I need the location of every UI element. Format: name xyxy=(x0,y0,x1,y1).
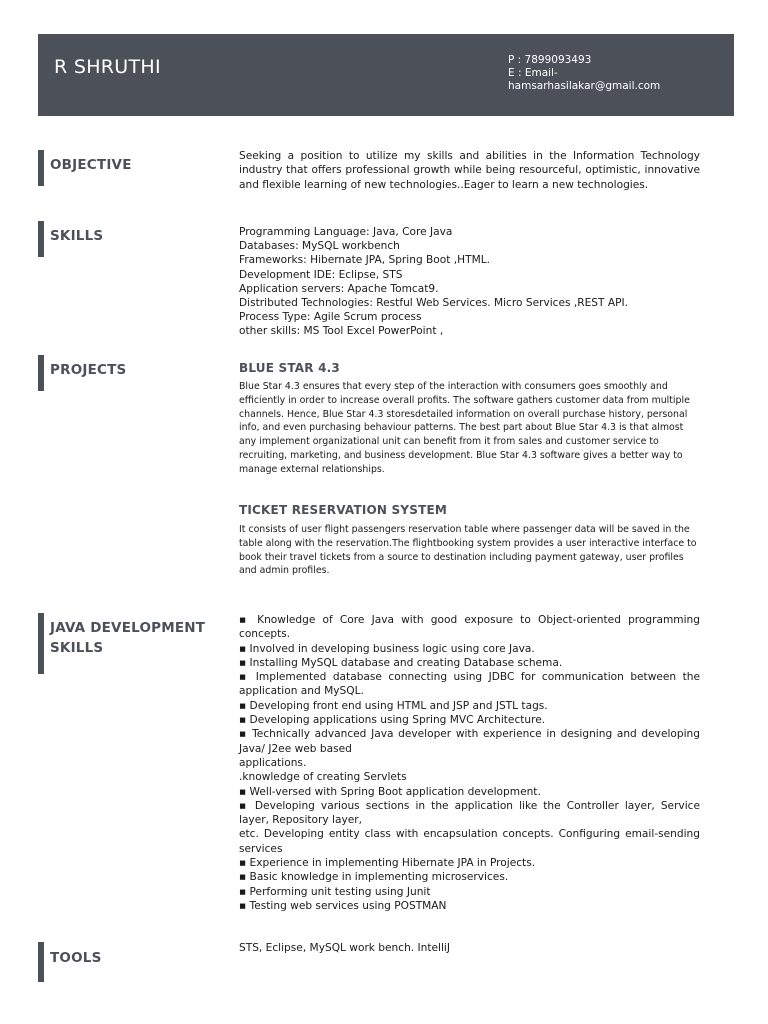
java-skill-item: ▪ Involved in developing business logic using core Java. xyxy=(239,642,535,655)
java-skill-item: ▪ Developing applications using Spring MVC Architecture. xyxy=(239,714,546,727)
project-line: manage external relationships. xyxy=(239,463,385,475)
skills-line: Process Type: Agile Scrum process xyxy=(239,311,422,324)
java-skill-item: ▪ Testing web services using POSTMAN xyxy=(239,899,447,912)
tools-text: STS, Eclipse, MySQL work bench. IntelliJ xyxy=(239,942,450,954)
phone-text: P : 7899093493 xyxy=(508,54,592,66)
project-description xyxy=(239,523,721,578)
skills-line: Development IDE: Eclipse, STS xyxy=(239,268,403,281)
project-line: efficiently in order to increase overall profits. The software gathers customer data from multiple xyxy=(239,394,690,406)
java-title-line: SKILLS xyxy=(50,640,104,656)
section-title-projects: PROJECTS xyxy=(38,355,126,391)
project-line: info, and even purchasing behaviour patterns. The best part about Blue Star 4.3 is that almost xyxy=(239,422,684,434)
project-line: any implement organizational unit can benefit from it from sales and customer service to xyxy=(239,436,659,448)
project-line: and admin profiles. xyxy=(239,565,330,577)
project-line: channels. Hence, Blue Star 4.3 storesdetailed information on overall purchase history, personal xyxy=(239,408,688,420)
java-skill-item: ▪ Developing front end using HTML and JSP and JSTL tags. xyxy=(239,699,548,712)
project-description xyxy=(239,380,721,477)
skills-line: Frameworks: Hibernate JPA, Spring Boot ,HTML. xyxy=(239,254,491,267)
skills-line: other skills: MS Tool Excel PowerPoint , xyxy=(239,325,444,338)
skills-line: Application servers: Apache Tomcat9. xyxy=(239,282,439,295)
java-skills-list xyxy=(239,613,700,913)
java-skill-item: .knowledge of creating Servlets xyxy=(239,771,407,784)
section-title-java-development-skills xyxy=(38,613,205,674)
java-skill-item: etc. Developing entity class with encapsulation concepts. Configuring email-sending services xyxy=(239,828,700,855)
java-skill-item: ▪ Developing various sections in the application like the Controller layer, Service layer, Repository layer, xyxy=(239,799,700,827)
project-line: table along with the reservation.The flightbooking system provides a user interactive interface to xyxy=(239,537,697,549)
java-skill-item: ▪ Experience in implementing Hibernate JPA in Projects. xyxy=(239,857,536,870)
java-skill-item: ▪ Installing MySQL database and creating Database schema. xyxy=(239,656,563,669)
section-title-skills: SKILLS xyxy=(38,221,103,257)
section-title-objective: OBJECTIVE xyxy=(38,150,132,186)
java-skill-item: ▪ Performing unit testing using Junit xyxy=(239,885,431,898)
java-skill-item: ▪ Well-versed with Spring Boot application development. xyxy=(239,785,541,798)
project-title: BLUE STAR 4.3 xyxy=(239,361,340,375)
java-skill-item: ▪ Basic knowledge in implementing microservices. xyxy=(239,871,509,884)
project-title: TICKET RESERVATION SYSTEM xyxy=(239,503,448,517)
java-skill-item: ▪ Technically advanced Java developer with experience in designing and developing Java/ J2ee web based xyxy=(239,728,700,755)
contact-block xyxy=(508,54,660,93)
project-line: It consists of user flight passengers reservation table where passenger data will be saved in the xyxy=(239,524,690,535)
email-text: hamsarhasilakar@gmail.com xyxy=(508,80,661,92)
candidate-name: R SHRUTHI xyxy=(54,56,161,78)
skills-line: Programming Language: Java, Core Java xyxy=(239,226,453,238)
java-skill-item: ▪ Knowledge of Core Java with good exposure to Object-oriented programming concepts. xyxy=(239,614,700,641)
java-title-line: JAVA DEVELOPMENT xyxy=(50,620,206,636)
java-skill-item: ▪ Implemented database connecting using JDBC for communication between the application and MySQL. xyxy=(239,671,700,698)
skills-list xyxy=(239,225,700,339)
project-line: Blue Star 4.3 ensures that every step of the interaction with consumers goes smoothly and xyxy=(239,381,668,392)
objective-text: Seeking a position to utilize my skills and abilities in the Information Technology industry that offers professional growth while being resourceful, optimistic, innovative and flexible learning of new technologies..Eager to learn a new technologies. xyxy=(239,150,700,191)
java-skill-item: applications. xyxy=(239,756,307,769)
skills-line: Databases: MySQL workbench xyxy=(239,240,400,253)
resume-header xyxy=(38,34,734,116)
project-line: recruiting, marketing, and business development. Blue Star 4.3 software gives a better way to xyxy=(239,449,683,461)
skills-line: Distributed Technologies: Restful Web Services. Micro Services ,REST API. xyxy=(239,297,628,310)
email-label: E : Email- xyxy=(508,67,558,79)
section-title-tools: TOOLS xyxy=(38,942,102,982)
project-line: book their travel tickets from a source to destination including payment gateway, user profiles xyxy=(239,551,684,563)
